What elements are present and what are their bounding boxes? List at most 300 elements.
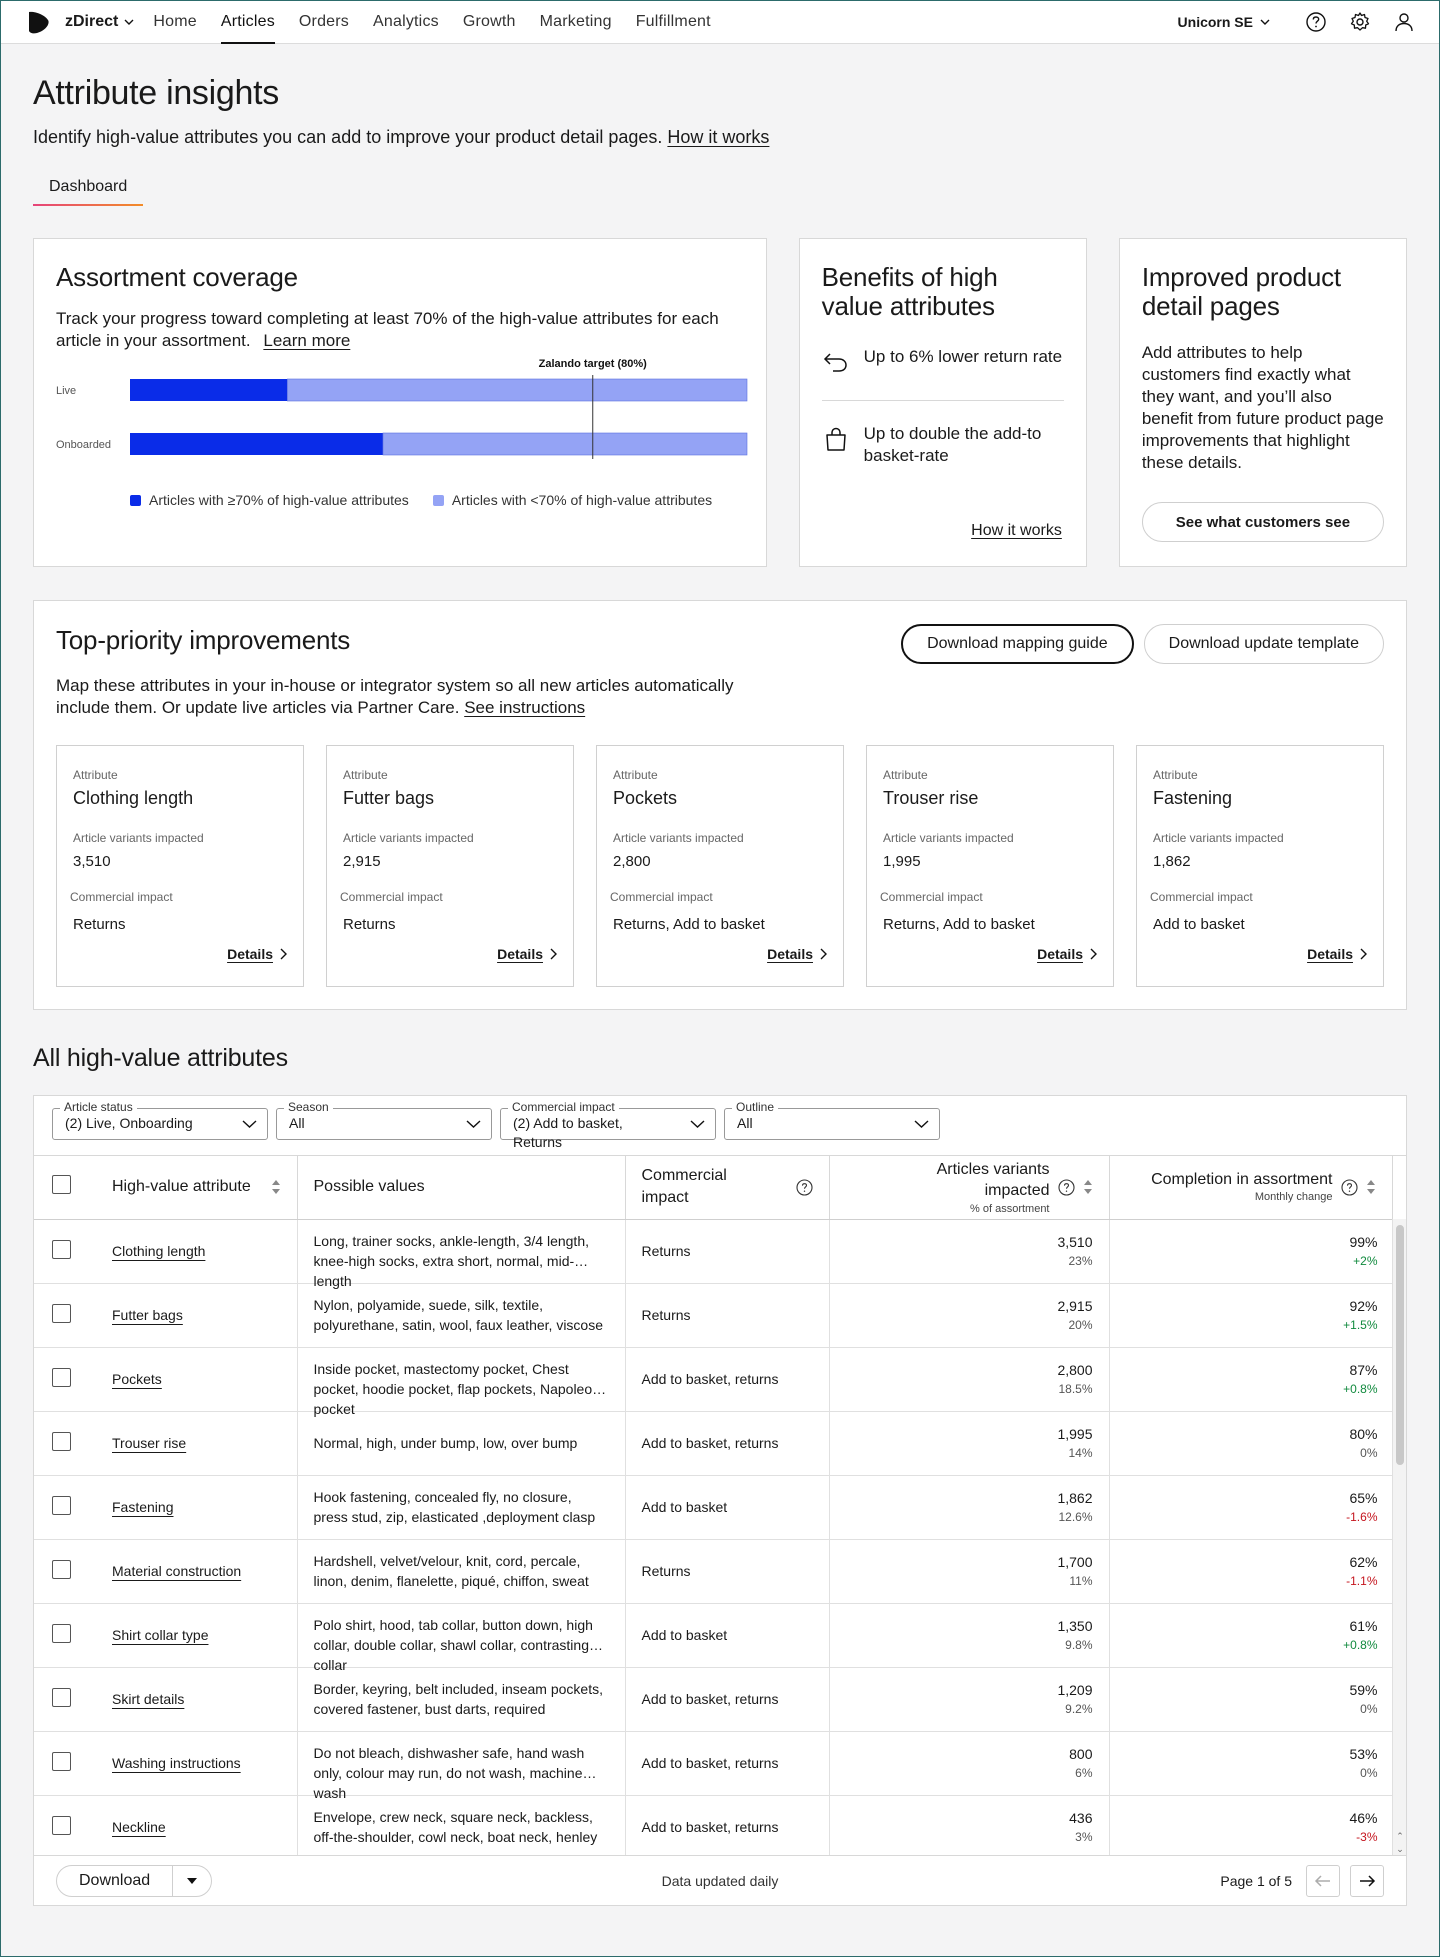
variants-cell xyxy=(829,1667,1109,1731)
download-update-template-button[interactable]: Download update template xyxy=(1144,624,1384,664)
scrollbar-thumb[interactable] xyxy=(1396,1225,1404,1465)
column-header-attribute[interactable] xyxy=(96,1156,297,1219)
benefit-add-to-basket xyxy=(822,423,1064,467)
completion-value: 80% xyxy=(1349,1426,1378,1442)
chevron-right-icon xyxy=(279,948,287,960)
variants-cell xyxy=(829,1347,1109,1411)
table-row xyxy=(34,1667,1392,1731)
page-indicator: Page 1 of 5 xyxy=(1220,1872,1292,1889)
row-select-cell xyxy=(34,1731,96,1795)
sort-icon[interactable] xyxy=(1083,1178,1093,1196)
chart-bar-segment xyxy=(383,433,747,455)
variants-percent: 3% xyxy=(1075,1830,1093,1844)
chart-bar-segment xyxy=(287,379,747,401)
possible-values-cell xyxy=(297,1795,625,1859)
brand-name: zDirect xyxy=(65,13,119,30)
priority-attribute-card xyxy=(866,745,1114,987)
completion-cell xyxy=(1109,1411,1392,1475)
previous-page-button[interactable] xyxy=(1306,1865,1340,1897)
improved-description: Add attributes to help customers find exactly what they want, and you’ll also benefit from future product page improvements that highlight these details. xyxy=(1141,343,1384,473)
attribute-cell xyxy=(96,1219,297,1283)
priority-description xyxy=(56,675,776,719)
chart-bar-segment xyxy=(130,433,383,455)
variants-count: 1,700 xyxy=(1057,1554,1093,1570)
table-body xyxy=(34,1219,1392,1859)
completion-cell xyxy=(1109,1667,1392,1731)
select-all-checkbox[interactable] xyxy=(52,1175,71,1194)
nav-marketing[interactable]: Marketing xyxy=(539,13,612,30)
attribute-name: Fastening xyxy=(1153,787,1233,808)
attribute-name: Clothing length xyxy=(73,787,194,808)
possible-values-text: Polo shirt, hood, tab collar, button down, high collar, double collar, shawl collar, contrasting collar xyxy=(313,1617,593,1673)
chart-category-label: Live xyxy=(56,385,77,397)
row-select-cell xyxy=(34,1603,96,1667)
attribute-cell xyxy=(96,1411,297,1475)
attribute-link[interactable]: Material construction xyxy=(112,1563,242,1579)
sort-icon[interactable] xyxy=(271,1178,281,1196)
possible-values-cell xyxy=(297,1539,625,1603)
variants-cell xyxy=(829,1731,1109,1795)
variants-value: 3,510 xyxy=(73,852,111,870)
priority-attribute-cards xyxy=(56,745,1384,987)
possible-values-cell xyxy=(297,1283,625,1347)
help-icon[interactable] xyxy=(796,1179,813,1196)
nav-fulfillment[interactable]: Fulfillment xyxy=(635,13,711,30)
details-link[interactable] xyxy=(1037,946,1097,962)
attribute-name: Pockets xyxy=(613,787,678,808)
column-header-impact-label: Commercial impact xyxy=(641,1167,727,1207)
legend-label-complete: Articles with ≥70% of high-value attributes xyxy=(149,492,409,508)
row-select-cell xyxy=(34,1539,96,1603)
user-icon[interactable] xyxy=(1393,11,1415,33)
variants-count: 2,800 xyxy=(1057,1362,1093,1378)
variants-count: 436 xyxy=(1069,1810,1093,1826)
chevron-down-icon xyxy=(123,16,135,28)
impact-cell: Add to basket xyxy=(625,1475,829,1539)
help-icon[interactable] xyxy=(1305,11,1327,33)
details-link[interactable] xyxy=(1307,946,1367,962)
attribute-caption: Attribute xyxy=(73,767,118,782)
coverage-title: Assortment coverage xyxy=(56,262,298,292)
column-header-variants-sub: % of assortment xyxy=(970,1203,1050,1216)
details-link[interactable] xyxy=(227,946,287,962)
completion-cell xyxy=(1109,1475,1392,1539)
possible-values-cell xyxy=(297,1411,625,1475)
scroll-up-icon[interactable]: ⌃ xyxy=(1396,1831,1404,1841)
row-checkbox[interactable] xyxy=(52,1816,71,1835)
gear-icon[interactable] xyxy=(1349,11,1371,33)
monthly-change: +2% xyxy=(1353,1254,1378,1268)
table-scrollbar[interactable] xyxy=(1392,1219,1406,1857)
variants-count: 2,915 xyxy=(1057,1298,1093,1314)
learn-more-link[interactable]: Learn more xyxy=(263,330,351,350)
all-attributes-title: All high-value attributes xyxy=(33,1044,288,1072)
variants-value: 2,800 xyxy=(613,852,651,870)
table-filters xyxy=(34,1096,1406,1156)
variants-percent: 9.2% xyxy=(1065,1702,1093,1716)
chevron-down-icon xyxy=(690,1119,705,1129)
attribute-link[interactable]: Futter bags xyxy=(112,1307,183,1323)
return-arrow-icon xyxy=(822,348,850,376)
nav-right xyxy=(1178,11,1415,33)
monthly-change: 0% xyxy=(1360,1702,1378,1716)
table-row xyxy=(34,1795,1392,1859)
impact-cell: Add to basket, returns xyxy=(625,1411,829,1475)
variants-caption: Article variants impacted xyxy=(613,830,744,845)
possible-values-text: Envelope, crew neck, square neck, backless, off-the-shoulder, cowl neck, boat neck, henley xyxy=(313,1809,598,1845)
impact-caption: Commercial impact xyxy=(70,889,173,904)
variants-percent: 9.8% xyxy=(1065,1638,1093,1652)
filter-select[interactable] xyxy=(276,1100,492,1140)
benefit-return-rate-text: Up to 6% lower return rate xyxy=(863,347,1063,367)
row-checkbox[interactable] xyxy=(52,1688,71,1707)
attribute-link[interactable]: Trouser rise xyxy=(112,1435,187,1451)
completion-cell xyxy=(1109,1539,1392,1603)
variants-caption: Article variants impacted xyxy=(73,830,204,845)
monthly-change: -1.6% xyxy=(1346,1510,1378,1524)
improved-pdp-card xyxy=(1119,238,1407,567)
priority-title: Top-priority improvements xyxy=(56,625,351,655)
row-select-cell xyxy=(34,1347,96,1411)
download-split-button xyxy=(56,1865,212,1897)
possible-values-cell xyxy=(297,1731,625,1801)
attribute-link[interactable]: Fastening xyxy=(112,1499,174,1515)
benefit-add-to-basket-text: Up to double the add-to basket-rate xyxy=(863,424,1042,466)
variants-cell xyxy=(829,1219,1109,1283)
coverage-description-text: Track your progress toward completing at least 70% of the high-value attributes for each article in your assortment. xyxy=(56,308,719,350)
possible-values-text: Hook fastening, concealed fly, no closure, press stud, zip, elasticated ,deployment clasp xyxy=(313,1489,596,1525)
shopping-bag-icon xyxy=(822,425,850,453)
completion-cell xyxy=(1109,1731,1392,1795)
variants-count: 1,350 xyxy=(1057,1618,1093,1634)
chevron-right-icon xyxy=(1359,948,1367,960)
impact-caption: Commercial impact xyxy=(340,889,443,904)
brand-switcher[interactable] xyxy=(65,13,135,31)
filter-value: (2) Add to basket, Returns xyxy=(513,1115,623,1150)
table-row xyxy=(34,1603,1392,1667)
details-link[interactable] xyxy=(497,946,557,962)
improved-title: Improved product detail pages xyxy=(1141,262,1341,321)
legend-item-incomplete xyxy=(433,492,712,508)
nav-orders[interactable]: Orders xyxy=(298,13,350,30)
variants-percent: 23% xyxy=(1068,1254,1093,1268)
variants-value: 1,995 xyxy=(883,852,921,870)
impact-cell: Returns xyxy=(625,1219,829,1283)
table-row xyxy=(34,1347,1392,1411)
row-checkbox[interactable] xyxy=(52,1240,71,1259)
variants-cell xyxy=(829,1539,1109,1603)
attribute-link[interactable]: Shirt collar type xyxy=(112,1627,209,1643)
possible-values-cell xyxy=(297,1667,625,1731)
possible-values-cell xyxy=(297,1219,625,1289)
completion-cell xyxy=(1109,1219,1392,1283)
benefits-card xyxy=(799,238,1087,567)
variants-count: 1,209 xyxy=(1057,1682,1093,1698)
help-icon[interactable] xyxy=(1341,1179,1358,1196)
chevron-down-icon xyxy=(914,1119,929,1129)
arrow-left-icon xyxy=(1315,1875,1331,1887)
org-switcher[interactable] xyxy=(1178,14,1271,30)
scroll-down-icon[interactable]: ⌄ xyxy=(1396,1844,1404,1854)
help-icon[interactable] xyxy=(1058,1179,1075,1196)
variants-percent: 18.5% xyxy=(1058,1382,1093,1396)
table-row xyxy=(34,1283,1392,1347)
benefit-return-rate xyxy=(822,346,1064,376)
legend-swatch-incomplete xyxy=(433,495,444,506)
monthly-change: +0.8% xyxy=(1343,1638,1378,1652)
download-dropdown-button[interactable] xyxy=(173,1866,211,1896)
priority-attribute-card xyxy=(326,745,574,987)
filter-select[interactable] xyxy=(500,1100,716,1150)
details-label: Details xyxy=(1037,945,1083,962)
monthly-change: +1.5% xyxy=(1343,1318,1378,1332)
sort-icon[interactable] xyxy=(1366,1178,1376,1196)
attribute-link[interactable]: Pockets xyxy=(112,1371,162,1387)
attribute-link[interactable]: Skirt details xyxy=(112,1691,185,1707)
see-instructions-link[interactable]: See instructions xyxy=(464,697,586,717)
table-header-row xyxy=(34,1156,1392,1219)
completion-value: 46% xyxy=(1349,1810,1378,1826)
attribute-cell xyxy=(96,1283,297,1347)
benefits-how-it-works-link[interactable]: How it works xyxy=(971,522,1062,539)
column-header-variants-label: Articles variants impacted xyxy=(936,1161,1050,1200)
completion-value: 87% xyxy=(1349,1362,1378,1378)
possible-values-text: Border, keyring, belt included, inseam pockets, covered fastener, bust darts, required xyxy=(313,1681,603,1717)
impact-value: Returns xyxy=(73,915,126,933)
row-checkbox[interactable] xyxy=(52,1432,71,1451)
chevron-right-icon xyxy=(1089,948,1097,960)
impact-cell: Add to basket, returns xyxy=(625,1347,829,1411)
nav-articles[interactable]: Articles xyxy=(221,1,275,44)
download-button[interactable]: Download xyxy=(57,1866,173,1896)
impact-cell: Add to basket, returns xyxy=(625,1795,829,1859)
completion-cell xyxy=(1109,1347,1392,1411)
variants-count: 3,510 xyxy=(1057,1234,1093,1250)
row-select-cell xyxy=(34,1411,96,1475)
priority-attribute-card xyxy=(56,745,304,987)
attribute-link[interactable]: Neckline xyxy=(112,1819,166,1835)
attribute-cell xyxy=(96,1347,297,1411)
top-priority-card xyxy=(33,600,1407,1010)
column-header-attribute-label: High-value attribute xyxy=(112,1178,251,1196)
column-header-completion-sub: Monthly change xyxy=(1254,1191,1333,1204)
completion-cell xyxy=(1109,1603,1392,1667)
next-page-button[interactable] xyxy=(1350,1865,1384,1897)
row-checkbox[interactable] xyxy=(52,1752,71,1771)
row-checkbox[interactable] xyxy=(52,1624,71,1643)
variants-cell xyxy=(829,1603,1109,1667)
variants-percent: 20% xyxy=(1068,1318,1093,1332)
legend-swatch-complete xyxy=(130,495,141,506)
see-what-customers-see-button[interactable]: See what customers see xyxy=(1142,502,1384,542)
nav-analytics[interactable]: Analytics xyxy=(373,13,439,30)
table-row xyxy=(34,1731,1392,1795)
row-checkbox[interactable] xyxy=(52,1496,71,1515)
impact-value: Add to basket xyxy=(1153,915,1245,933)
variants-percent: 11% xyxy=(1069,1574,1093,1588)
download-mapping-guide-button[interactable]: Download mapping guide xyxy=(901,624,1134,664)
filter-label: Commercial impact xyxy=(508,1100,619,1114)
legend-item-complete xyxy=(130,492,409,508)
completion-cell xyxy=(1109,1795,1392,1859)
row-checkbox[interactable] xyxy=(52,1304,71,1323)
row-select-cell xyxy=(34,1219,96,1283)
possible-values-cell xyxy=(297,1347,625,1417)
nav-links xyxy=(153,1,710,44)
attribute-link[interactable]: Clothing length xyxy=(112,1243,206,1259)
chevron-right-icon xyxy=(549,948,557,960)
priority-attribute-card xyxy=(596,745,844,987)
filter-select[interactable] xyxy=(724,1100,940,1140)
chevron-down-icon xyxy=(242,1119,257,1129)
details-label: Details xyxy=(497,945,543,962)
impact-value: Returns xyxy=(343,915,396,933)
variants-caption: Article variants impacted xyxy=(343,830,474,845)
nav-home[interactable]: Home xyxy=(153,13,197,30)
table-footer xyxy=(34,1855,1406,1905)
how-it-works-link[interactable]: How it works xyxy=(667,127,770,147)
completion-cell xyxy=(1109,1283,1392,1347)
filter-label: Article status xyxy=(60,1100,137,1114)
table-row xyxy=(34,1475,1392,1539)
row-select-cell xyxy=(34,1795,96,1859)
priority-description-text: Map these attributes in your in-house or integrator system so all new articles automatically include them. Or update live articles via Partner Care. xyxy=(56,675,734,717)
attribute-cell xyxy=(96,1603,297,1667)
column-header-impact xyxy=(625,1156,829,1219)
possible-values-text: Long, trainer socks, ankle-length, 3/4 length, knee-high socks, extra short, normal, mid-length xyxy=(313,1233,590,1289)
possible-values-text: Hardshell, velvet/velour, knit, cord, percale, linon, denim, flanelette, piqué, chiffon, sweat xyxy=(313,1553,589,1589)
attribute-caption: Attribute xyxy=(1153,767,1198,782)
variants-count: 800 xyxy=(1069,1746,1093,1762)
page-subtitle-text: Identify high-value attributes you can add to improve your product detail pages. xyxy=(33,127,663,147)
variants-value: 2,915 xyxy=(343,852,381,870)
column-header-completion[interactable] xyxy=(1109,1156,1392,1219)
impact-cell: Add to basket xyxy=(625,1603,829,1667)
coverage-description xyxy=(56,308,744,352)
target-label: Zalando target (80%) xyxy=(538,358,647,370)
filter-value: All xyxy=(289,1115,305,1131)
chevron-right-icon xyxy=(819,948,827,960)
zalando-logo-icon[interactable] xyxy=(25,9,51,35)
arrow-right-icon xyxy=(1359,1875,1375,1887)
divider xyxy=(822,400,1064,401)
row-select-cell xyxy=(34,1283,96,1347)
row-select-cell xyxy=(34,1667,96,1731)
chart-legend xyxy=(130,492,712,508)
completion-value: 59% xyxy=(1349,1682,1378,1698)
completion-value: 65% xyxy=(1349,1490,1378,1506)
attribute-caption: Attribute xyxy=(883,767,928,782)
monthly-change: -3% xyxy=(1356,1830,1378,1844)
variants-value: 1,862 xyxy=(1153,852,1191,870)
details-label: Details xyxy=(227,945,273,962)
possible-values-text: Normal, high, under bump, low, over bump xyxy=(313,1435,578,1451)
page-subtitle xyxy=(33,127,1407,148)
attribute-link[interactable]: Washing instructions xyxy=(112,1755,241,1771)
filter-value: (2) Live, Onboarding xyxy=(65,1115,193,1131)
impact-caption: Commercial impact xyxy=(610,889,713,904)
assortment-coverage-card xyxy=(33,238,767,567)
pagination xyxy=(1220,1865,1384,1897)
benefits-title: Benefits of high value attributes xyxy=(821,262,998,321)
row-select-cell xyxy=(34,1475,96,1539)
variants-cell xyxy=(829,1475,1109,1539)
variants-cell xyxy=(829,1283,1109,1347)
priority-attribute-card xyxy=(1136,745,1384,987)
top-navigation xyxy=(1,1,1439,44)
attribute-cell xyxy=(96,1475,297,1539)
attributes-table-card xyxy=(33,1095,1407,1906)
legend-label-incomplete: Articles with <70% of high-value attributes xyxy=(451,492,713,508)
variants-caption: Article variants impacted xyxy=(883,830,1014,845)
completion-value: 62% xyxy=(1349,1554,1378,1570)
completion-value: 99% xyxy=(1349,1234,1378,1250)
tab-dashboard[interactable]: Dashboard xyxy=(33,178,143,206)
attribute-caption: Attribute xyxy=(613,767,658,782)
impact-value: Returns, Add to basket xyxy=(613,915,765,933)
column-header-variants[interactable] xyxy=(829,1156,1109,1219)
page-content xyxy=(1,74,1439,1906)
variants-percent: 12.6% xyxy=(1058,1510,1093,1524)
impact-caption: Commercial impact xyxy=(1150,889,1253,904)
tab-bar xyxy=(33,178,1407,206)
row-checkbox[interactable] xyxy=(52,1560,71,1579)
attribute-cell xyxy=(96,1539,297,1603)
possible-values-text: Inside pocket, mastectomy pocket, Chest pocket, hoodie pocket, flap pockets, Napoleon pocket xyxy=(313,1361,600,1417)
details-link[interactable] xyxy=(767,946,827,962)
priority-actions xyxy=(901,624,1384,664)
filter-select[interactable] xyxy=(52,1100,268,1140)
table-row xyxy=(34,1219,1392,1283)
filter-label: Outline xyxy=(732,1100,778,1114)
chevron-down-icon xyxy=(1259,16,1271,28)
attribute-name: Futter bags xyxy=(343,787,435,808)
column-header-completion-label: Completion in assortment xyxy=(1151,1171,1333,1189)
variants-caption: Article variants impacted xyxy=(1153,830,1284,845)
table-row xyxy=(34,1539,1392,1603)
data-updated-text: Data updated daily xyxy=(661,1872,779,1889)
variants-count: 1,862 xyxy=(1057,1490,1093,1506)
attribute-caption: Attribute xyxy=(343,767,388,782)
variants-cell xyxy=(829,1795,1109,1859)
row-checkbox[interactable] xyxy=(52,1368,71,1387)
impact-caption: Commercial impact xyxy=(880,889,983,904)
variants-cell xyxy=(829,1411,1109,1475)
attribute-cell xyxy=(96,1795,297,1859)
variants-percent: 6% xyxy=(1075,1766,1093,1780)
select-all-cell xyxy=(34,1156,96,1219)
overview-row xyxy=(33,238,1407,567)
completion-value: 61% xyxy=(1349,1618,1378,1634)
impact-cell: Add to basket, returns xyxy=(625,1731,829,1795)
variants-percent: 14% xyxy=(1068,1446,1093,1460)
chart-category-label: Onboarded xyxy=(56,439,112,451)
attributes-table xyxy=(34,1156,1393,1860)
variants-count: 1,995 xyxy=(1057,1426,1093,1442)
chevron-down-icon xyxy=(466,1119,481,1129)
monthly-change: 0% xyxy=(1360,1766,1378,1780)
column-header-values: Possible values xyxy=(297,1156,625,1219)
monthly-change: +0.8% xyxy=(1343,1382,1378,1396)
attribute-name: Trouser rise xyxy=(883,787,979,808)
nav-growth[interactable]: Growth xyxy=(462,13,516,30)
possible-values-cell xyxy=(297,1475,625,1539)
possible-values-text: Nylon, polyamide, suede, silk, textile, polyurethane, satin, wool, faux leather, viscose xyxy=(313,1297,604,1333)
page-title: Attribute insights xyxy=(33,74,279,112)
possible-values-cell xyxy=(297,1603,625,1673)
impact-cell: Returns xyxy=(625,1539,829,1603)
table-row xyxy=(34,1411,1392,1475)
